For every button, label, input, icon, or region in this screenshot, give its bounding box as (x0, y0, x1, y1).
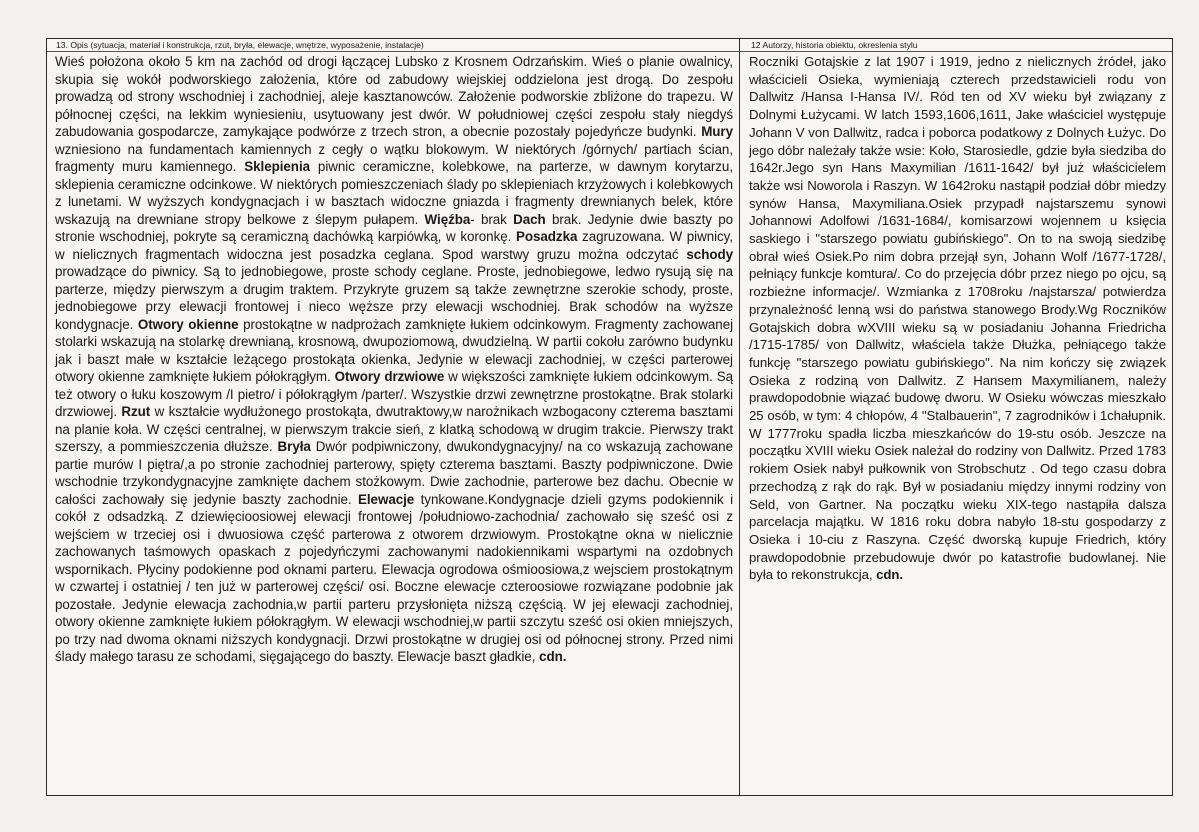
text-run: Wieś położona około 5 km na zachód od drogi łączącej Lubsko z Krosnem Odrzańskim. Wieś o planie owalnicy, skupia się wokół podworskiego założenia, które od zabudowy wiejskiej oddzielona jest drogą. Do zespołu prowadzą od strony wschodniej i zachodniej, aleje kasztanowców. Założenie podworskie zbliżone do trapezu. W północnej części, na lekkim wyniesieniu, usytuowany jest dwór. W południowej części zespołu stały niegdyś zabudowania gospodarcze, zamykające podwórze z trzech stron, a obecnie pozostały pojedyńcze budynki. (55, 54, 733, 139)
text-run: - brak (470, 211, 514, 227)
text-run: prostokątne w nadprożach zamknięte łukiem odcinkowym. Fragmenty zachowanej stolarki wskazują na stolarkę drewnianą, krosnową, dwupoziomową, dwudzielną. W partii cokołu zarówno budynku jak i baszt małe w kształcie leżącego prostokąta okienka, Jedynie w elewacji zachodniej, w części parterowej otwory okienne zamknięte łukiem półokrągłym. (55, 316, 734, 384)
text-run: brak. Jedynie dwie baszty po stronie wschodniej, pokryte są ceramiczną dachówką karpiówką, w koronkę. (55, 211, 733, 244)
bold-term: Więźba (424, 211, 471, 227)
bold-term: schody (686, 246, 733, 262)
text-run: wzniesiono na fundamentach kamiennych z cegły o wątku blokowym. W niektórych /górnych/ partiach ścian, fragmenty muru kamiennego. (55, 141, 733, 174)
description-header: 13. Opis (sytuacja, materiał i konstrukcja, rzut, bryła, elewacje, wnętrze, wyposażenie, instalacje) (47, 39, 739, 52)
bold-term: Elewacje (358, 491, 415, 507)
text-run: piwnic ceramiczne, kolebkowe, na parterze, w dawnym korytarzu, sklepienia ceramiczne odcinkowe. W niektórych pomieszczeniach ślady po sklepieniach krzyżowych i kolebkowych z lunetami. W wyższych kondygnacjach i w basztach widoczne gniazda i fragmenty drewnianych belek, które wskazują na drewniane stropy belkowe z ślepym pułapem. (55, 159, 733, 227)
text-run: Dwór podpiwniczony, dwukondygnacyjny/ na co wskazują zachowane partie murów I piętra/,a po stronie zachodniej parterowy, spięty czterema basztami. Baszty podpiwniczone. Dwie wschodnie trzykondygnacyjne zamknięte dachem stożkowym. Dwie zachodnie, parterowe bez dachu. Obecnie w całości zachowały się jedynie baszty zachodnie. (55, 439, 733, 507)
text-run: zagruzowana. W piwnicy, w nielicznych fragmentach widoczna jest posadzka ceglana. Spod warstwy gruzu można odczytać (55, 229, 734, 262)
text-run: Roczniki Gotajskie z lat 1907 i 1919, jedno z nielicznych źródeł, jako właścicieli Osieka, wymieniają czterech przedstawicieli rodu von Dallwitz /Hansa I-Hansa IV/. Ród ten od XV wieku był związany z Dolnymi Łużycami. W latch 1593,1606,1611, Jake właściciel występuje Johann V von Dallwitz, radca i poborca podatkowy z Dolnych Łużyc. Do jego dóbr należały także wsie: Koło, Starosiedle, gdzie była siedziba do 1642r.Jego syn Hans Maxymilian /1611-1642/ był już właścicielem także wsi Noworola i Raszyn. W 1642roku nastąpił podział dóbr miedzy synów Hansa, Maxymiliana.Osiek przypadł najstarszemu synowi Johannowi Adolfowi /1631-1684/, komisarzowi wojennem u księcia saskiego i "starszego powiatu gubińskiego". On to na swoją siedzibę obrał wieś Osiek.Po nim dobra przejął syn, Johann Wolf /1677-1728/, pełniący funkcje komtura/. Co do przejęcia dóbr przez niego po ojcu, są rozbieżne informacje/. Wzmianka z 1708roku /najstarsza/ potwierdza przynależność lenną wsi do państwa stanowego Brody.Wg Roczników Gotajskich dobra wXVIII wieku są w posiadaniu Johanna Friedricha /1715-1785/ von Dallwitz, właściela także Dłużka, pełniącego także funkcję "starszego powiatu gubińskiego". Na nim kończy się związek Osieka z rodziną von Dallwitz. Z Hansem Maxymilianem, należy prawdopodobnie wiązać budowę dworu. W Osieku wówczas mieszkało 25 osób, w tym: 4 chłopów, 4 "Stalbauerin", 7 zagrodników i 1chałupnik. W 1777roku spadła liczba mieszkańców do 19-stu osób. Jeszcze na początku XVIII wieku Osiek należał do rodziny von Dallwitz. Przed 1783 rokiem Osiek nabył pułkownik von Strobschutz . Od tego czasu dobra przechodzą z rąk do rąk. Był w posiadaniu między innymi rodziny von Seld, von Gartner. Na początku wieku XIX-tego nastąpiła dalsza parcelacja majątku. W 1816 roku dobra nabyło 18-stu gospodarzy z Osieka i 10-ciu z Raszyna. Część dworską kupuje Friedrich, który prawdopodobnie przebudowuje dwór po katastrofie budowlanej. Nie była to rekonstrukcja, (749, 54, 1166, 583)
history-column (740, 39, 1172, 795)
description-text (55, 53, 733, 666)
bold-term: Posadzka (515, 229, 578, 244)
bold-term: cdn. (539, 649, 567, 664)
document-sheet (46, 38, 1173, 796)
history-text (749, 53, 1166, 584)
text-run: w kształcie wydłużonego prostokąta, dwutraktowy,w narożnikach wzbogacony czterema basztami na planie koła. W części centralnej, w pierwszym trakcie sień, z klatką schodową w drugim trakcie. Pierwszy trakt szerszy, a pommieszczenia dłuższe. (55, 404, 733, 454)
bold-term: cdn. (876, 567, 904, 583)
bold-term: Otwory drzwiowe (334, 369, 445, 384)
text-run: tynkowane.Kondygnacje dzieli gzyms podokiennik i cokół z odsadzką. Z dziewięcioosiowej elewacji frontowej /południowo-zachodnia/ zachowało się sześć osi z wejściem w trzeciej osi i dwuosiowa część parterowa z otworem drzwiowym. Prostokątne okna w nielicznie zachowanych taśmowych opaskach z pojedyńczymi zachowanymi nadokiennikami wspartymi na ozdobnych wspornikach. Płyciny podokienne pod oknami parteru. Elewacja ogrodowa ośmioosiowa,z wejsciem prostokątnym w czwartej i ostatniej / ten już w parterowej części/ osi. Boczne elewacje czteroosiowe rozwiązane podobnie jak pozostałe. Jedynie elewacja zachodnia,w partii parteru przysłonięta niższą częścią. W jej elewacji zachodniej, otwory okienne zamknięte łukiem półokrągłym. W elewacji wschodniej,w partii szczytu sześć osi okien mniejszych, po trzy nad dwoma oknami niższych kondygnacji. Drzwi prostokątne w drugiej osi od północnej strony. Przed nimi ślady małego tarasu ze schodami, sięgającego do baszty. Elewacje baszt gładkie, (55, 491, 733, 664)
bold-term: Sklepienia (244, 159, 311, 174)
bold-term: Dach (513, 211, 546, 227)
text-run: prowadzące do piwnicy. Są to jednobiegowe, proste schody ceglane. Proste, jednobiegowe, ledwo rysują się na parterze, między pierwszym a drugim traktem. Przykryte gruzem są także zewnętrzne szerokie schody, proste, jednobiegowe przy elewacji frontowej i nieco węższe przy elewacji wschodniej. Brak schodów na wyższe kondygnacje. (55, 264, 733, 332)
text-run: w większości zamknięte łukiem odcinkowym. Są też otwory o łuku koszowym /I pietro/ i półokrągłym /parter/. Wszystkie drzwi zewnętrzne prostokątne. Brak stolarki drzwiowej. (55, 369, 733, 419)
bold-term: Bryła (277, 439, 311, 454)
bold-term: Otwory okienne (137, 316, 239, 332)
description-column (47, 39, 740, 795)
bold-term: Rzut (121, 404, 151, 419)
bold-term: Mury (701, 124, 733, 139)
history-header: 12 Autorzy, historia obiektu, okreslenia stylu (740, 39, 1172, 52)
